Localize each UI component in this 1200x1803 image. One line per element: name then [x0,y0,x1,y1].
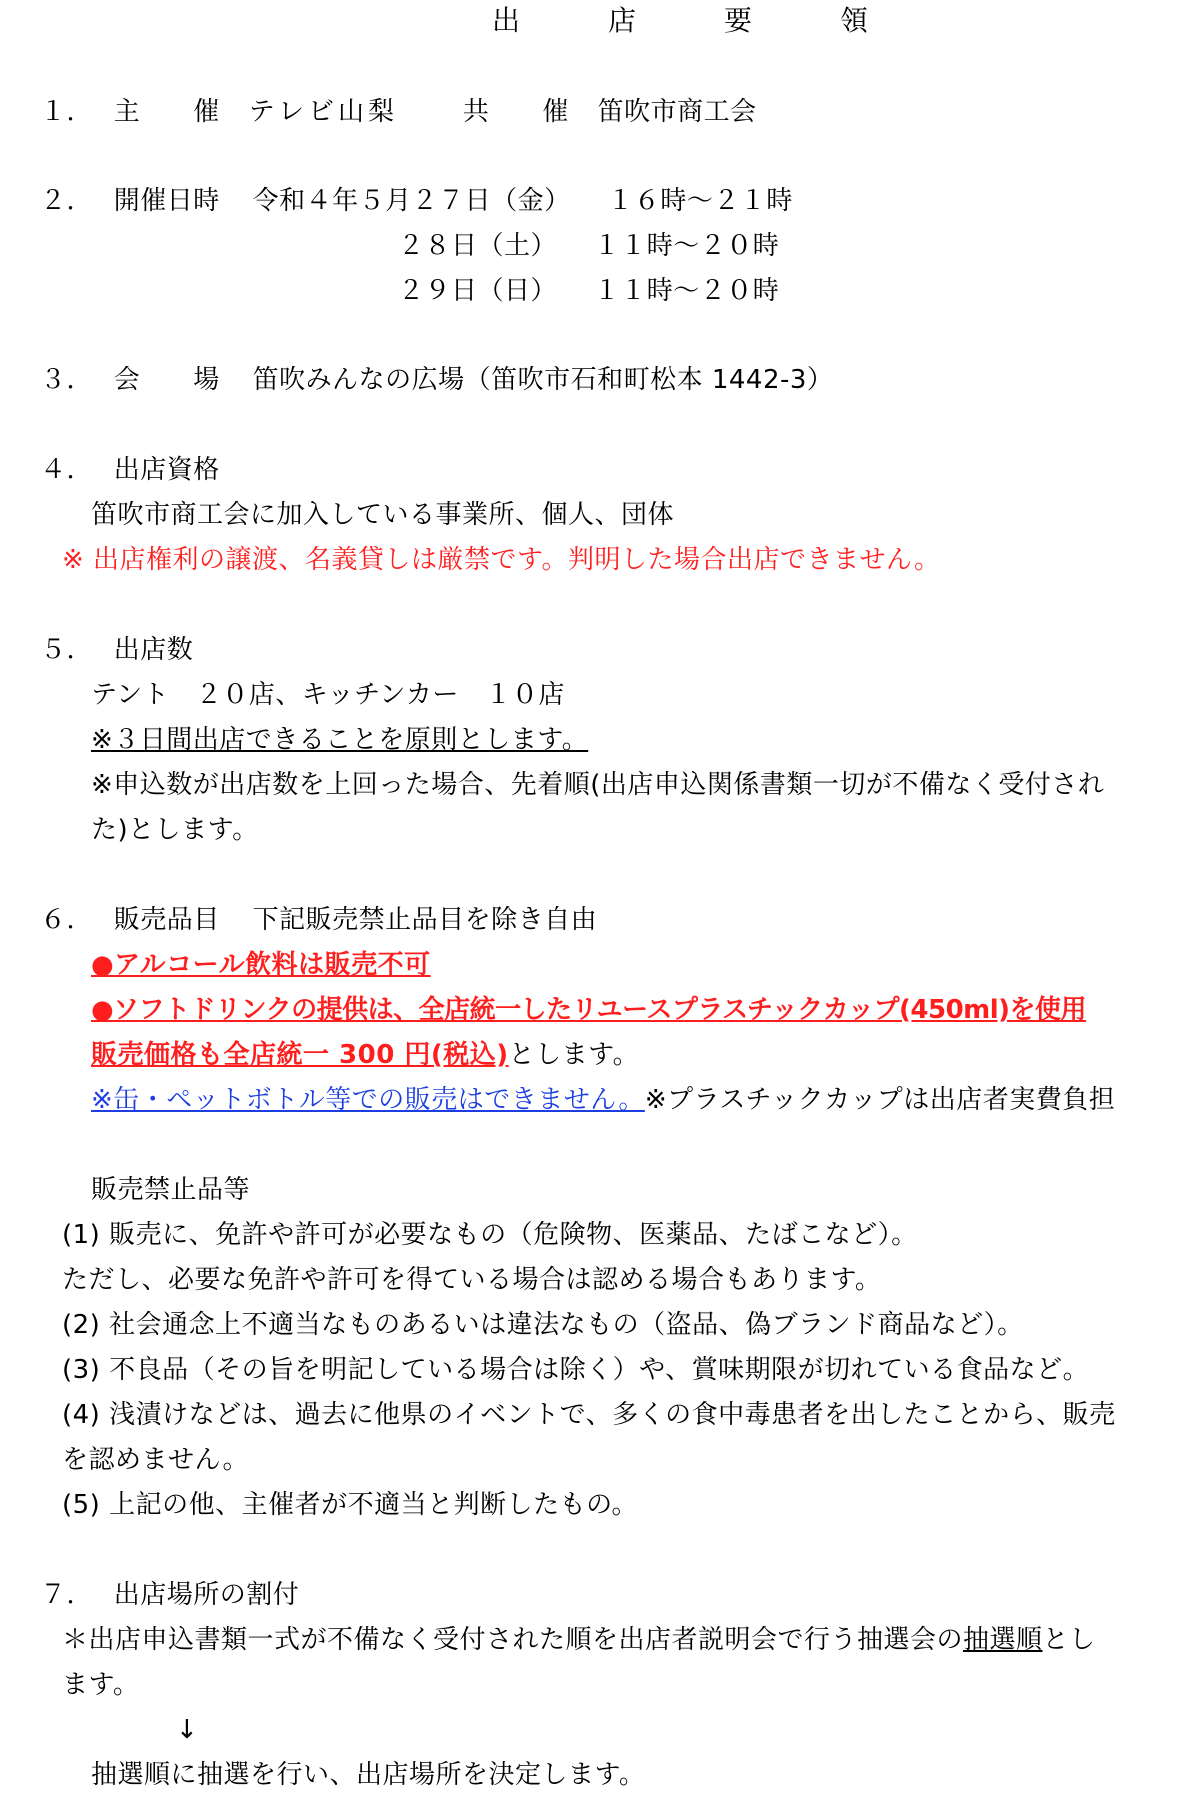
venue-value: 笛吹みんなの広場（笛吹市石和町松本 1442-3） [252,365,834,395]
prohibited-item-4-cont: を認めません。 [62,1445,250,1475]
allocation-text-a: ＊出店申込書類一式が不備なく受付された順を出店者説明会で行う抽選会の [62,1625,964,1655]
price-rule: 販売価格も全店統一 300 円(税込) [91,1040,509,1070]
co-organizer-label: 共 催 [462,97,569,127]
section-3-number: ３． [40,365,94,395]
allocation-text-b: とし [1042,1625,1096,1655]
price-rule-line [91,1039,639,1071]
prohibited-item-3: (3) 不良品（その旨を明記している場合は除く）や、賞味期限が切れている食品など。 [62,1355,1090,1385]
section-7-number: ７． [40,1580,94,1610]
qualification-label: 出店資格 [113,455,220,485]
items-label: 販売品目 [113,905,220,935]
section-3-venue [40,364,833,396]
section-1-number: １． [40,97,94,127]
qualification-warning: ※ 出店権利の譲渡、名義貸しは厳禁です。判明した場合出店できません。 [62,545,941,575]
section-6-heading [40,904,597,936]
items-value: 下記販売禁止品目を除き自由 [252,905,598,935]
section-6-number: ６． [40,905,94,935]
allocation-text-cont: ます。 [62,1670,140,1700]
page-title: 出 店 要 領 [492,4,899,37]
date-3: ２９日（日） [398,276,558,306]
stores-label: 出店数 [113,635,194,665]
stores-count: テント ２０店、キッチンカー １０店 [91,680,565,710]
section-7-heading [40,1579,299,1611]
section-4-heading [40,454,220,486]
stores-note-first-come-cont: た)とします。 [91,815,259,845]
can-bottle-prohibited: ※缶・ペットボトル等での販売はできません。 [91,1085,645,1115]
venue-label: 会 場 [113,365,220,395]
allocation-text [62,1624,1096,1656]
section-1-organizer [40,96,757,128]
prohibited-item-4: (4) 浅漬けなどは、過去に他県のイベントで、多くの食中毒患者を出したことから、販売 [62,1400,1116,1430]
dates-label: 開催日時 [113,186,220,216]
section-5-number: ５． [40,635,94,665]
allocation-label: 出店場所の割付 [113,1580,300,1610]
container-rule-line [91,1084,1115,1116]
date-2: ２８日（土） [398,231,558,261]
allocation-result: 抽選順に抽選を行い、出店場所を決定します。 [91,1760,646,1790]
price-rule-tail: とします。 [508,1040,640,1070]
organizer-value: テレビ山梨 [248,97,399,127]
down-arrow-icon: ↓ [176,1715,199,1745]
soft-drink-cup-rule: ●ソフトドリンクの提供は、全店統一したリユースプラスチックカップ(450ml)を使用 [91,995,1087,1025]
section-2-number: ２． [40,186,94,216]
stores-note-first-come: ※申込数が出店数を上回った場合、先着順(出店申込関係書類一切が不備なく受付され [91,770,1105,800]
co-organizer-value: 笛吹市商工会 [597,97,757,127]
prohibited-item-1-note: ただし、必要な免許や許可を得ている場合は認める場合もあります。 [62,1265,882,1295]
time-3: １１時～２０時 [593,276,780,306]
stores-note-3days: ※３日間出店できることを原則とします。 [91,725,589,755]
cup-cost-note: ※プラスチックカップは出店者実費負担 [644,1085,1116,1115]
section-4-number: ４． [40,455,94,485]
prohibited-items-title: 販売禁止品等 [91,1175,251,1205]
date-row-3 [398,275,779,307]
alcohol-prohibited: ●アルコール飲料は販売不可 [91,950,431,980]
prohibited-item-2: (2) 社会通念上不適当なものあるいは違法なもの（盗品、偽ブランド商品など）。 [62,1310,1024,1340]
date-row-2 [398,230,779,262]
date-1: 令和４年５月２７日（金） [252,186,571,216]
organizer-label: 主 催 [113,97,220,127]
time-2: １１時～２０時 [593,231,780,261]
section-5-heading [40,634,193,666]
time-1: １６時～２１時 [607,186,793,216]
section-2-dates [40,185,793,217]
qualification-text: 笛吹市商工会に加入している事業所、個人、団体 [91,500,675,530]
lottery-order: 抽選順 [963,1625,1043,1655]
prohibited-item-1: (1) 販売に、免許や許可が必要なもの（危険物、医薬品、たばこなど）。 [62,1220,918,1250]
prohibited-item-5: (5) 上記の他、主催者が不適当と判断したもの。 [62,1490,639,1520]
